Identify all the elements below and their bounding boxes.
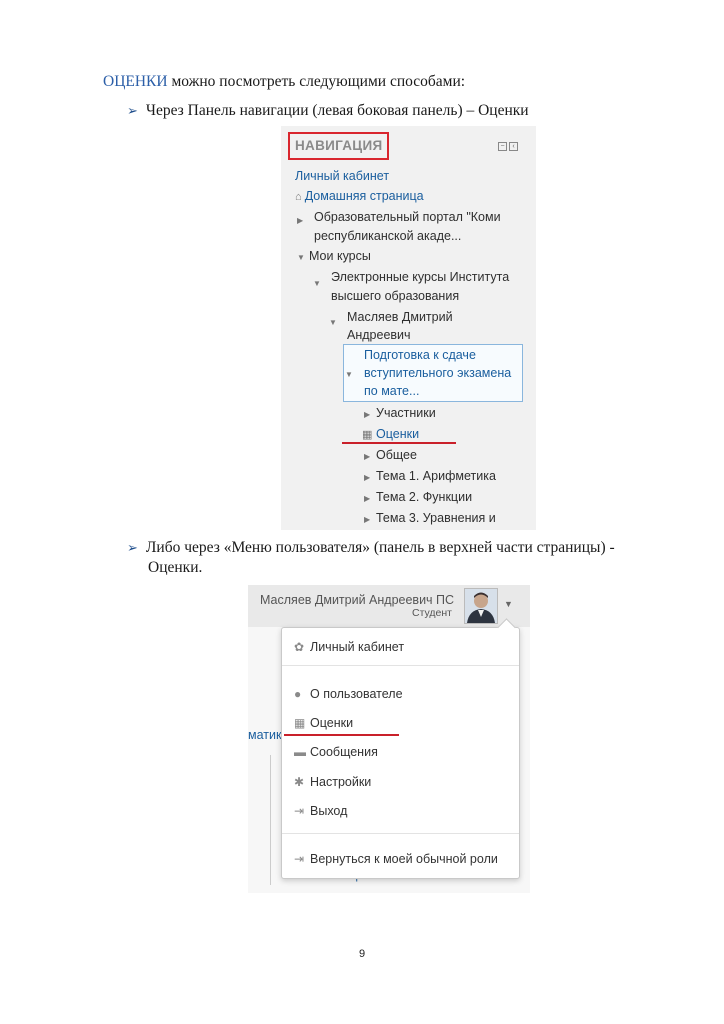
nav-item-participants[interactable]: ▶ Участники [364,404,436,424]
dashboard-icon: ✿ [294,640,305,654]
user-menu-screenshot [248,585,530,893]
navigation-block-screenshot [281,126,536,530]
expand-arrow-icon: ▶ [364,452,371,461]
expand-arrow-icon: ▶ [364,515,371,524]
bullet-arrow-icon: ➢ [127,540,138,555]
nav-item-general[interactable]: ▶ Общее [364,446,417,466]
nav-item-portal-line2: республиканской акаде... [314,229,462,243]
page-number: 9 [358,948,366,960]
collapse-icon[interactable]: ‹ [509,142,518,151]
gear-icon: ✱ [294,775,305,789]
expand-arrow-icon: ▶ [364,410,371,419]
bullet-item-navigation [127,101,529,121]
user-icon: ● [294,687,302,701]
collapse-arrow-icon: ▼ [297,253,305,262]
menu-item-return-role[interactable]: ⇥ Вернуться к моей обычной роли [294,852,498,866]
bullet-arrow-icon: ➢ [127,103,138,118]
nav-item-home[interactable]: ⌂ Домашняя страница [295,189,424,203]
nav-item-ecourses[interactable]: Электронные курсы Института [331,270,510,284]
dock-icon[interactable]: − [498,142,507,151]
nav-item-portal[interactable]: Образовательный портал "Коми [314,210,501,224]
bullet-text-line2: Оценки. [148,559,203,576]
return-icon: ⇥ [294,852,305,866]
nav-item-course-line2[interactable]: вступительного экзамена [364,366,512,380]
grades-table-icon: ▦ [362,429,373,441]
nav-item-person[interactable]: Масляев Дмитрий [347,310,453,324]
menu-divider [282,833,519,834]
nav-item-course-line3[interactable]: по мате... [364,384,420,398]
menu-item-settings[interactable]: ✱ Настройки [294,775,372,789]
nav-item-course[interactable]: Подготовка к сдаче [364,348,476,362]
user-dropdown-menu [281,627,520,879]
background-link-text: матик [248,728,282,742]
expand-arrow-icon: ▶ [364,473,371,482]
menu-item-logout[interactable]: ⇥ Выход [294,804,348,818]
menu-item-profile[interactable]: ● О пользователе [294,687,403,701]
menu-divider [282,665,519,666]
chevron-down-icon[interactable]: ▼ [504,599,513,609]
bullet-item-usermenu [127,538,615,558]
user-role: Студент [412,607,452,619]
user-full-name: Масляев Дмитрий Андреевич ПС [260,593,455,607]
nav-item-person-line2: Андреевич [347,328,411,342]
bullet-text-line1: Либо через «Меню пользователя» (панель в верхней части страницы) - [145,539,615,556]
menu-item-cabinet[interactable]: ✿ Личный кабинет [294,640,405,654]
background-divider [270,755,271,885]
intro-highlight: ОЦЕНКИ [103,73,168,90]
home-icon: ⌂ [295,191,305,203]
intro-text: можно посмотреть следующими способами: [167,73,466,90]
nav-collapse-arrow-icon: ▼ [345,370,353,379]
nav-item-grades[interactable]: ▦ Оценки [362,425,419,445]
navigation-title: НАВИГАЦИЯ [288,132,389,160]
intro-paragraph [103,72,465,92]
nav-expand-arrow-icon[interactable]: ▶ [297,216,304,225]
nav-item-topic2[interactable]: ▶ Тема 2. Функции [364,488,472,508]
nav-collapse-arrow-icon: ▼ [313,279,321,288]
nav-item-topic3[interactable]: ▶ Тема 3. Уравнения и [364,509,496,529]
nav-item-ecourses-line2: высшего образования [331,289,460,303]
nav-collapse-arrow-icon: ▼ [329,318,337,327]
bullet-text: Через Панель навигации (левая боковая панель) – Оценки [145,102,529,119]
logout-icon: ⇥ [294,804,305,818]
red-underline-grades [342,442,456,444]
nav-item-cabinet[interactable]: Личный кабинет [295,169,390,183]
nav-item-topic1[interactable]: ▶ Тема 1. Арифметика [364,467,496,487]
avatar[interactable] [464,588,498,624]
red-underline-grades [284,734,399,736]
nav-item-mycourses[interactable]: ▼ Мои курсы [297,247,371,267]
message-icon: ▬ [294,745,306,759]
menu-item-grades[interactable]: ▦ Оценки [294,716,354,730]
grades-table-icon: ▦ [294,716,306,730]
menu-item-messages[interactable]: ▬ Сообщения [294,745,378,759]
expand-arrow-icon: ▶ [364,494,371,503]
user-menu-header[interactable] [248,585,530,627]
